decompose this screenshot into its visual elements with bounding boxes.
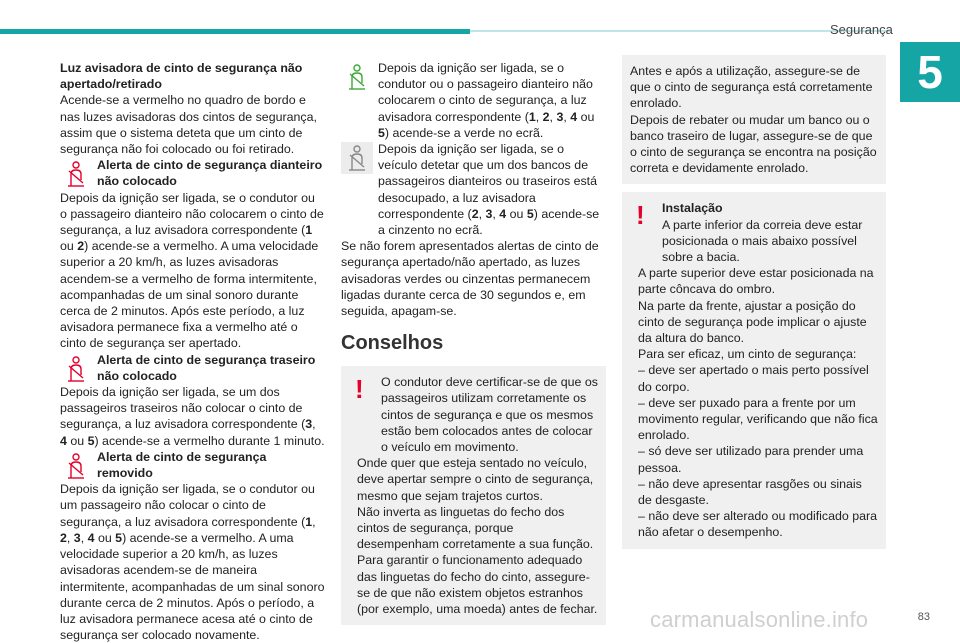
installation-list-item: – não deve apresentar rasgões ou sinais de desgaste. [638, 476, 862, 508]
front-alert-title: Alerta de cinto de segurança dianteiro não colocado [97, 158, 323, 189]
indicator-note: Se não forem apresentados alertas de cinto de segurança apertado/não apertado, as luzes avisadoras verdes ou cinzentas permanecem ligadas durante cerca de 30 segundos e, em seguida, apagam-se. [341, 239, 599, 319]
tip-paragraph: Não inverta as linguetas do fecho dos cintos de segurança, porque desempenham corretamente a sua função. [357, 504, 594, 552]
seatbelt-red-icon [60, 450, 92, 482]
installation-list-item: – deve ser puxado para a frente por um movimento regular, verificando que não fica enrolado. [638, 395, 878, 443]
installation-list-item: – deve ser apertado o mais perto possível do corpo. [638, 363, 869, 394]
tip-paragraph: Onde quer que esteja sentado no veículo, deve apertar sempre o cinto de segurança, mesmo que sejam trajetos curtos. [357, 456, 594, 503]
green-indicator-text: Depois da ignição ser ligada, se o condutor ou o passageiro dianteiro não colocarem o cinto de segurança, a luz avisadora correspondente (1, 2, 3, 4 ou 5) acende-se a verde no ecrã. [378, 61, 595, 140]
intro-text: Acende-se a vermelho no quadro de bordo e nas luzes avisadoras dos cintos de segurança, assim que o sistema deteta que um cinto de segurança não foi colocado ou foi retirado. [60, 93, 317, 157]
usage-paragraph: Antes e após a utilização, assegure-se de que o cinto de segurança está corretamente enrolado. [630, 64, 873, 111]
installation-paragraph: Na parte da frente, ajustar a posição do cinto de segurança pode implicar o ajuste da altura do banco. [638, 298, 867, 346]
rear-alert-text: Depois da ignição ser ligada, se um dos passageiros traseiros não colocar o cinto de segurança, a luz avisadora correspondente (3, 4 ou 5) acende-se a vermelho durante 1 minuto. [60, 385, 325, 448]
tip-paragraph: O condutor deve certificar-se de que os passageiros utilizam corretamente os cintos de segurança e que os mesmos estão bem colocados antes de colocar o veículo em movimento. [381, 375, 598, 455]
rear-belt-alert [60, 352, 325, 449]
installation-title: Instalação [662, 201, 723, 216]
front-belt-alert [60, 157, 325, 351]
installation-list-item: – não deve ser alterado ou modificado para não afetar o desempenho. [638, 509, 878, 540]
rear-alert-title: Alerta de cinto de segurança traseiro não colocado [97, 352, 316, 383]
header-rule [470, 30, 890, 32]
tips-warning [349, 374, 598, 617]
installation-paragraph: Para ser eficaz, um cinto de segurança: [638, 347, 857, 362]
page-number: 83 [917, 611, 930, 623]
seatbelt-green-icon [341, 61, 373, 93]
warning-exclamation-icon: ! [636, 200, 645, 231]
header-accent-bar [0, 29, 470, 34]
usage-paragraph: Depois de rebater ou mudar um banco ou o banco traseiro de lugar, assegure-se de que o cinto de segurança se encontra na posição correta e devidamente enrolado. [630, 112, 877, 176]
gray-belt-indicator [341, 141, 606, 238]
column-left [60, 60, 325, 643]
tips-box [341, 366, 606, 625]
gray-indicator-text: Depois da ignição ser ligada, se o veículo detetar que um dos bancos de passageiros dianteiros ou traseiros está desocupado, a luz avisadora correspondente (2, 3, 4 ou 5) acende-se a cinzento no ecrã. [378, 142, 600, 238]
removed-alert-text: Depois da ignição ser ligada, se o condutor ou um passageiro não colocar o cinto de segurança, a luz avisadora correspondente (1, 2, 3, 4 ou 5) acende-se a vermelho. A uma velocidade superior a 20 km/h, as luzes avisadoras acendem-se de maneira intermitente, acompanhadas de um sinal sonoro durante cerca de 2 minutos. Após o período, a luz avisadora permanece acesa até o cinto de segurança ser colocado novamente. [60, 482, 325, 643]
installation-list-item: – só deve ser utilizado para prender uma pessoa. [638, 444, 864, 475]
installation-paragraph: A parte inferior da correia deve estar posicionada o mais abaixo possível sobre a bacia. [662, 217, 863, 265]
seatbelt-red-icon [60, 158, 92, 190]
tip-paragraph: Para garantir o funcionamento adequado das linguetas do fecho do cinto, assegure-se de que não existem objetos estranhos (por exemplo, uma moeda) antes de fechar. [357, 553, 598, 617]
intro-title: Luz avisadora de cinto de segurança não apertado/retirado [60, 61, 303, 92]
usage-box [622, 55, 886, 184]
front-alert-text: Depois da ignição ser ligada, se o condutor ou o passageiro dianteiro não colocarem o cinto de segurança, a luz avisadora correspondente (1 ou 2) acende-se a vermelho. A uma velocidade superior a 20 km/h, as luzes avisadoras acendem-se a vermelho de forma intermitente, acompanhadas de um sinal sonoro durante cerca de 2 minutos. Após este período, a luz avisadora permanece fixa a vermelho até o cinto de segurança ser apertado. [60, 190, 324, 351]
column-middle [341, 60, 606, 625]
warning-exclamation-icon: ! [355, 374, 364, 405]
removed-belt-alert [60, 449, 325, 643]
removed-alert-title: Alerta de cinto de segurança removido [97, 449, 267, 481]
seatbelt-red-icon [60, 353, 92, 385]
section-title: Segurança [830, 22, 893, 37]
seatbelt-gray-icon [341, 142, 373, 174]
installation-box [622, 192, 886, 548]
conselhos-heading: Conselhos [341, 332, 444, 355]
installation-warning [630, 200, 878, 540]
column-right [622, 55, 886, 549]
installation-paragraph: A parte superior deve estar posicionada na parte côncava do ombro. [638, 266, 874, 297]
green-belt-indicator [341, 60, 606, 141]
chapter-number-badge: 5 [900, 42, 960, 102]
watermark: carmanualsonline.info [650, 607, 869, 632]
